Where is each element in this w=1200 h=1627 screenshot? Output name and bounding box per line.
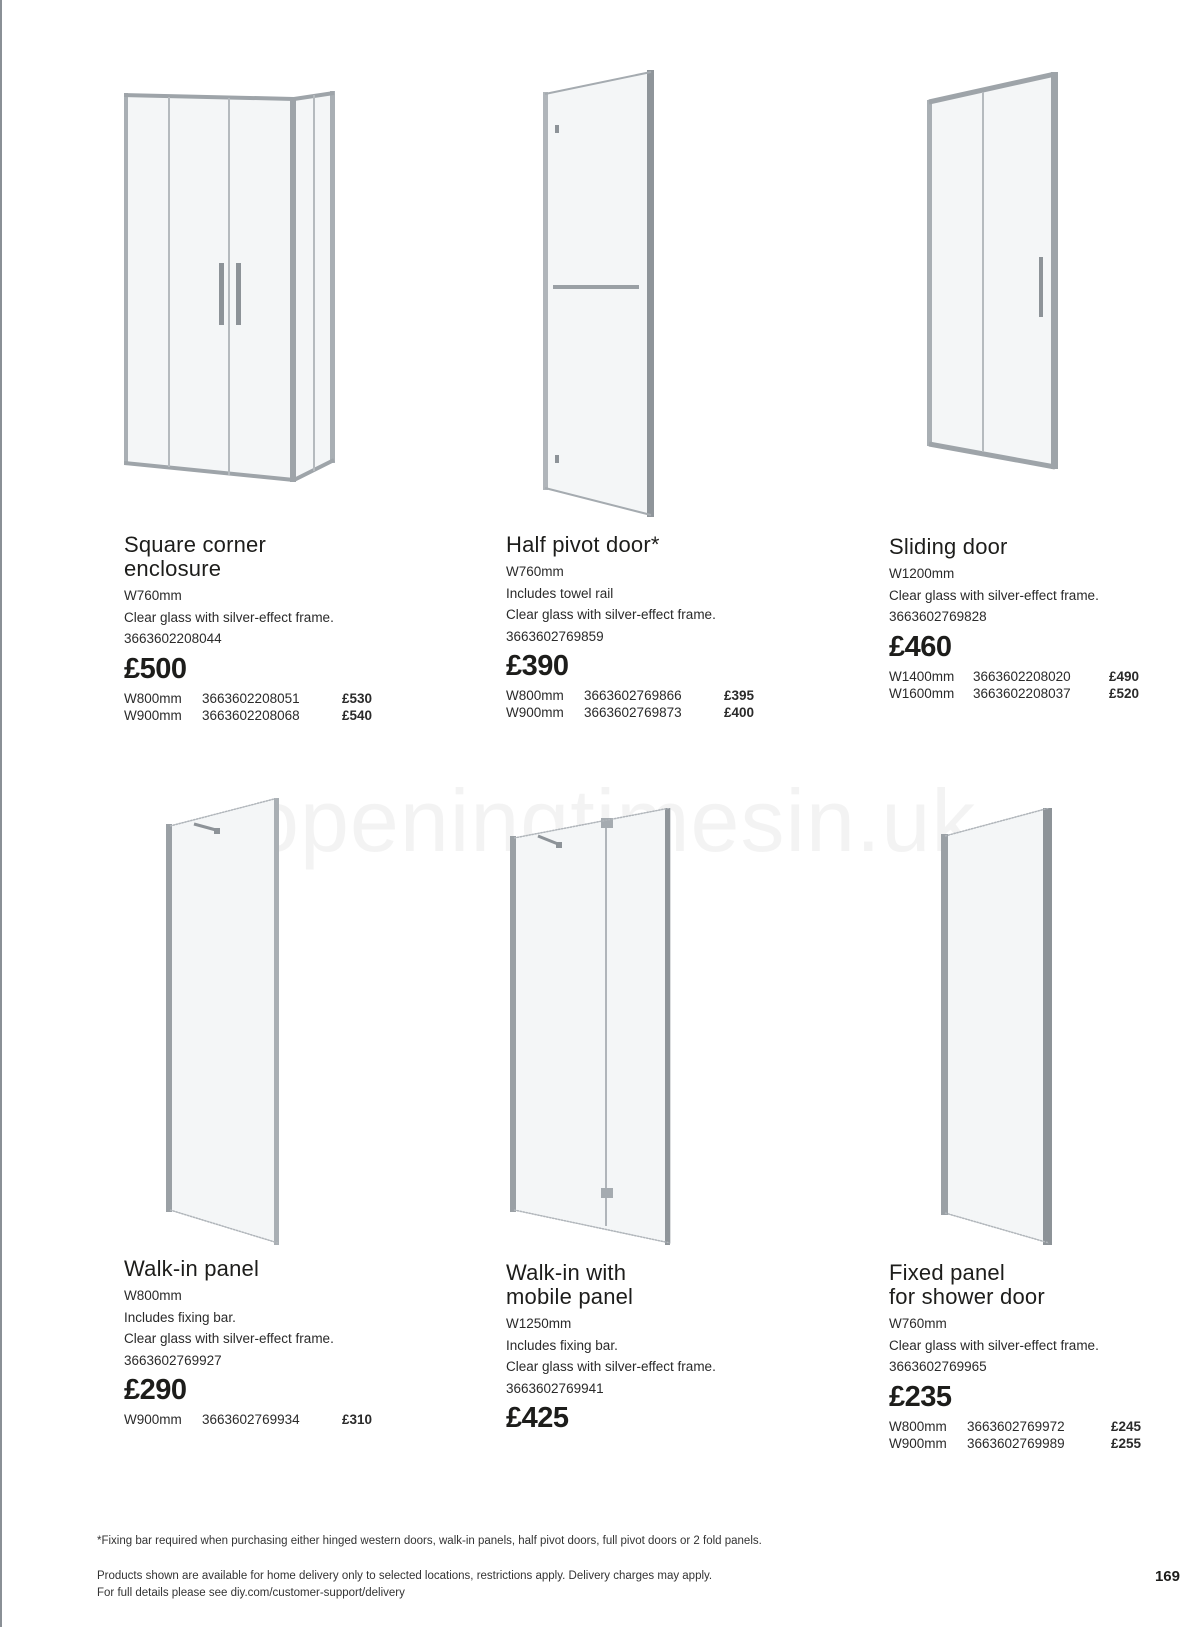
product-price: £290 bbox=[124, 1374, 187, 1406]
product-feature: Includes fixing bar. bbox=[506, 1337, 618, 1353]
variant-row: W900mm 3663602208068 £540 bbox=[124, 707, 372, 723]
walk-in-panel-image bbox=[166, 798, 286, 1248]
product-code: 3663602769941 bbox=[506, 1380, 604, 1396]
variant-row: W800mm 3663602208051 £530 bbox=[124, 690, 372, 706]
product-info bbox=[124, 1257, 372, 1428]
product-description: Clear glass with silver-effect frame. bbox=[889, 587, 1099, 603]
product-info bbox=[889, 1261, 1141, 1452]
product-description: Clear glass with silver-effect frame. bbox=[889, 1337, 1099, 1353]
product-description: Clear glass with silver-effect frame. bbox=[506, 1359, 716, 1374]
page-number: 169 bbox=[1154, 1568, 1180, 1585]
product-description: Clear glass with silver-effect frame. bbox=[506, 607, 716, 622]
product-price: £460 bbox=[889, 630, 952, 663]
product-title: Half pivot door* bbox=[506, 532, 660, 557]
page-edge-bar bbox=[0, 0, 2, 1627]
product-info bbox=[124, 533, 372, 724]
product-price: £425 bbox=[506, 1402, 569, 1434]
product-title: Walk-in panel bbox=[124, 1256, 260, 1281]
variant-row: W800mm 3663602769972 £245 bbox=[889, 1418, 1141, 1434]
variant-list bbox=[124, 1411, 372, 1428]
delivery-footer bbox=[97, 1568, 712, 1602]
product-feature: Includes fixing bar. bbox=[124, 1309, 236, 1325]
walk-in-mobile-panel-image bbox=[510, 808, 680, 1248]
variant-list bbox=[506, 687, 754, 721]
product-feature: Includes towel rail bbox=[506, 585, 614, 601]
variant-row: W1400mm 3663602208020 £490 bbox=[889, 668, 1139, 684]
product-code: 3663602769859 bbox=[506, 628, 604, 644]
product-price: £500 bbox=[124, 652, 187, 685]
product-info bbox=[506, 533, 754, 721]
product-info bbox=[889, 535, 1139, 702]
variant-row: W900mm 3663602769873 £400 bbox=[506, 705, 754, 720]
product-price: £235 bbox=[889, 1380, 952, 1413]
fixed-panel-image bbox=[941, 808, 1061, 1248]
product-width: W760mm bbox=[124, 588, 182, 603]
product-code: 3663602769828 bbox=[889, 609, 987, 624]
square-corner-enclosure-image bbox=[124, 85, 344, 505]
variant-list bbox=[124, 690, 372, 724]
delivery-note: Products shown are available for home delivery only to selected locations, restrictions apply. Delivery charges may apply. bbox=[97, 1570, 713, 1582]
product-title: Square corner enclosure bbox=[124, 532, 267, 581]
product-description: Clear glass with silver-effect frame. bbox=[124, 1331, 334, 1346]
footnote: *Fixing bar required when purchasing either hinged western doors, walk-in panels, half pivot doors, full pivot doors or 2 fold panels. bbox=[97, 1535, 762, 1547]
variant-row: W900mm 3663602769989 £255 bbox=[889, 1435, 1141, 1451]
product-width: W760mm bbox=[889, 1316, 947, 1331]
variant-row: W1600mm 3663602208037 £520 bbox=[889, 685, 1139, 701]
product-title: Walk-in with mobile panel bbox=[506, 1260, 634, 1309]
sliding-door-image bbox=[927, 72, 1062, 472]
product-title: Sliding door bbox=[889, 534, 1008, 559]
variant-list bbox=[889, 1418, 1141, 1452]
half-pivot-door-image bbox=[543, 70, 663, 520]
variant-list bbox=[889, 668, 1139, 702]
product-width: W1200mm bbox=[889, 566, 955, 581]
product-price: £390 bbox=[506, 650, 569, 682]
product-code: 3663602769927 bbox=[124, 1352, 222, 1368]
product-title: Fixed panel for shower door bbox=[889, 1260, 1045, 1309]
product-width: W800mm bbox=[124, 1288, 182, 1303]
delivery-link-text: For full details please see diy.com/customer-support/delivery bbox=[97, 1587, 405, 1599]
product-width: W760mm bbox=[506, 564, 564, 579]
variant-row: W800mm 3663602769866 £395 bbox=[506, 688, 754, 703]
variant-row: W900mm 3663602769934 £310 bbox=[124, 1412, 372, 1427]
product-code: 3663602769965 bbox=[889, 1359, 987, 1374]
product-description: Clear glass with silver-effect frame. bbox=[124, 609, 334, 625]
product-info bbox=[506, 1261, 716, 1435]
product-width: W1250mm bbox=[506, 1316, 572, 1331]
product-code: 3663602208044 bbox=[124, 631, 222, 646]
